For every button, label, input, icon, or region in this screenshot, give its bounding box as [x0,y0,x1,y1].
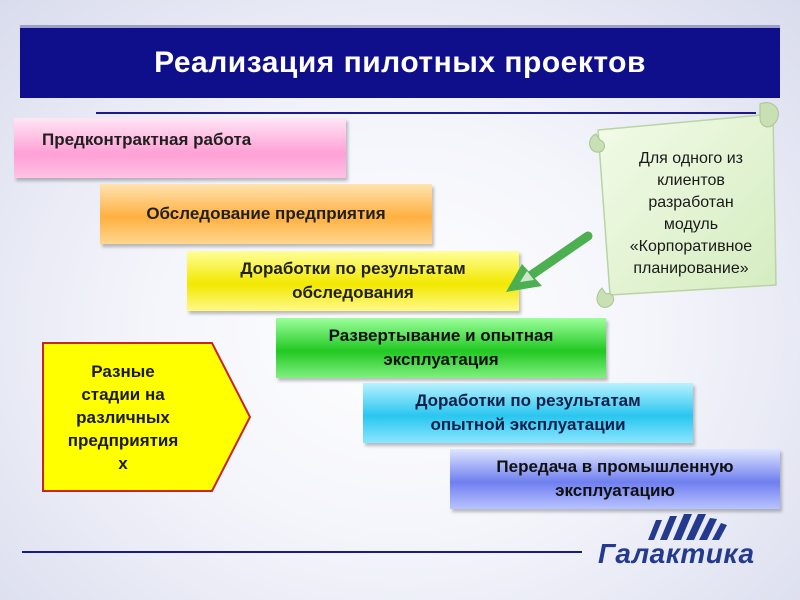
step-deployment [276,318,606,378]
step-label: Развертывание и опытная эксплуатация [328,326,554,369]
step-label: Обследование предприятия [146,204,386,223]
step-survey-improvements [187,251,519,311]
step-label: Доработки по результатам обследования [240,259,466,302]
footer-divider [22,551,582,553]
step-survey [100,184,432,244]
galaktika-logo [586,508,786,578]
step-trial-improvements [363,383,693,443]
step-label: Передача в промышленную эксплуатацию [496,457,734,500]
logo-mark-icon [586,508,786,542]
step-label: Доработки по результатам опытной эксплуатации [415,391,641,434]
step-production-handover [450,449,780,509]
callout-text: Разные стадии на различных предприятия х [67,362,179,473]
step-precontract [14,118,346,178]
green-arrow-icon [500,228,595,298]
page-title: Реализация пилотных проектов [154,46,646,79]
note-text: Для одного из клиентов разработан модуль «Корпоративное планирование» [629,150,753,277]
stages-callout [42,342,252,492]
logo-text: Галактика [598,538,755,569]
note-scroll [588,100,788,315]
step-label: Предконтрактная работа [42,130,252,149]
title-bar [20,25,780,98]
